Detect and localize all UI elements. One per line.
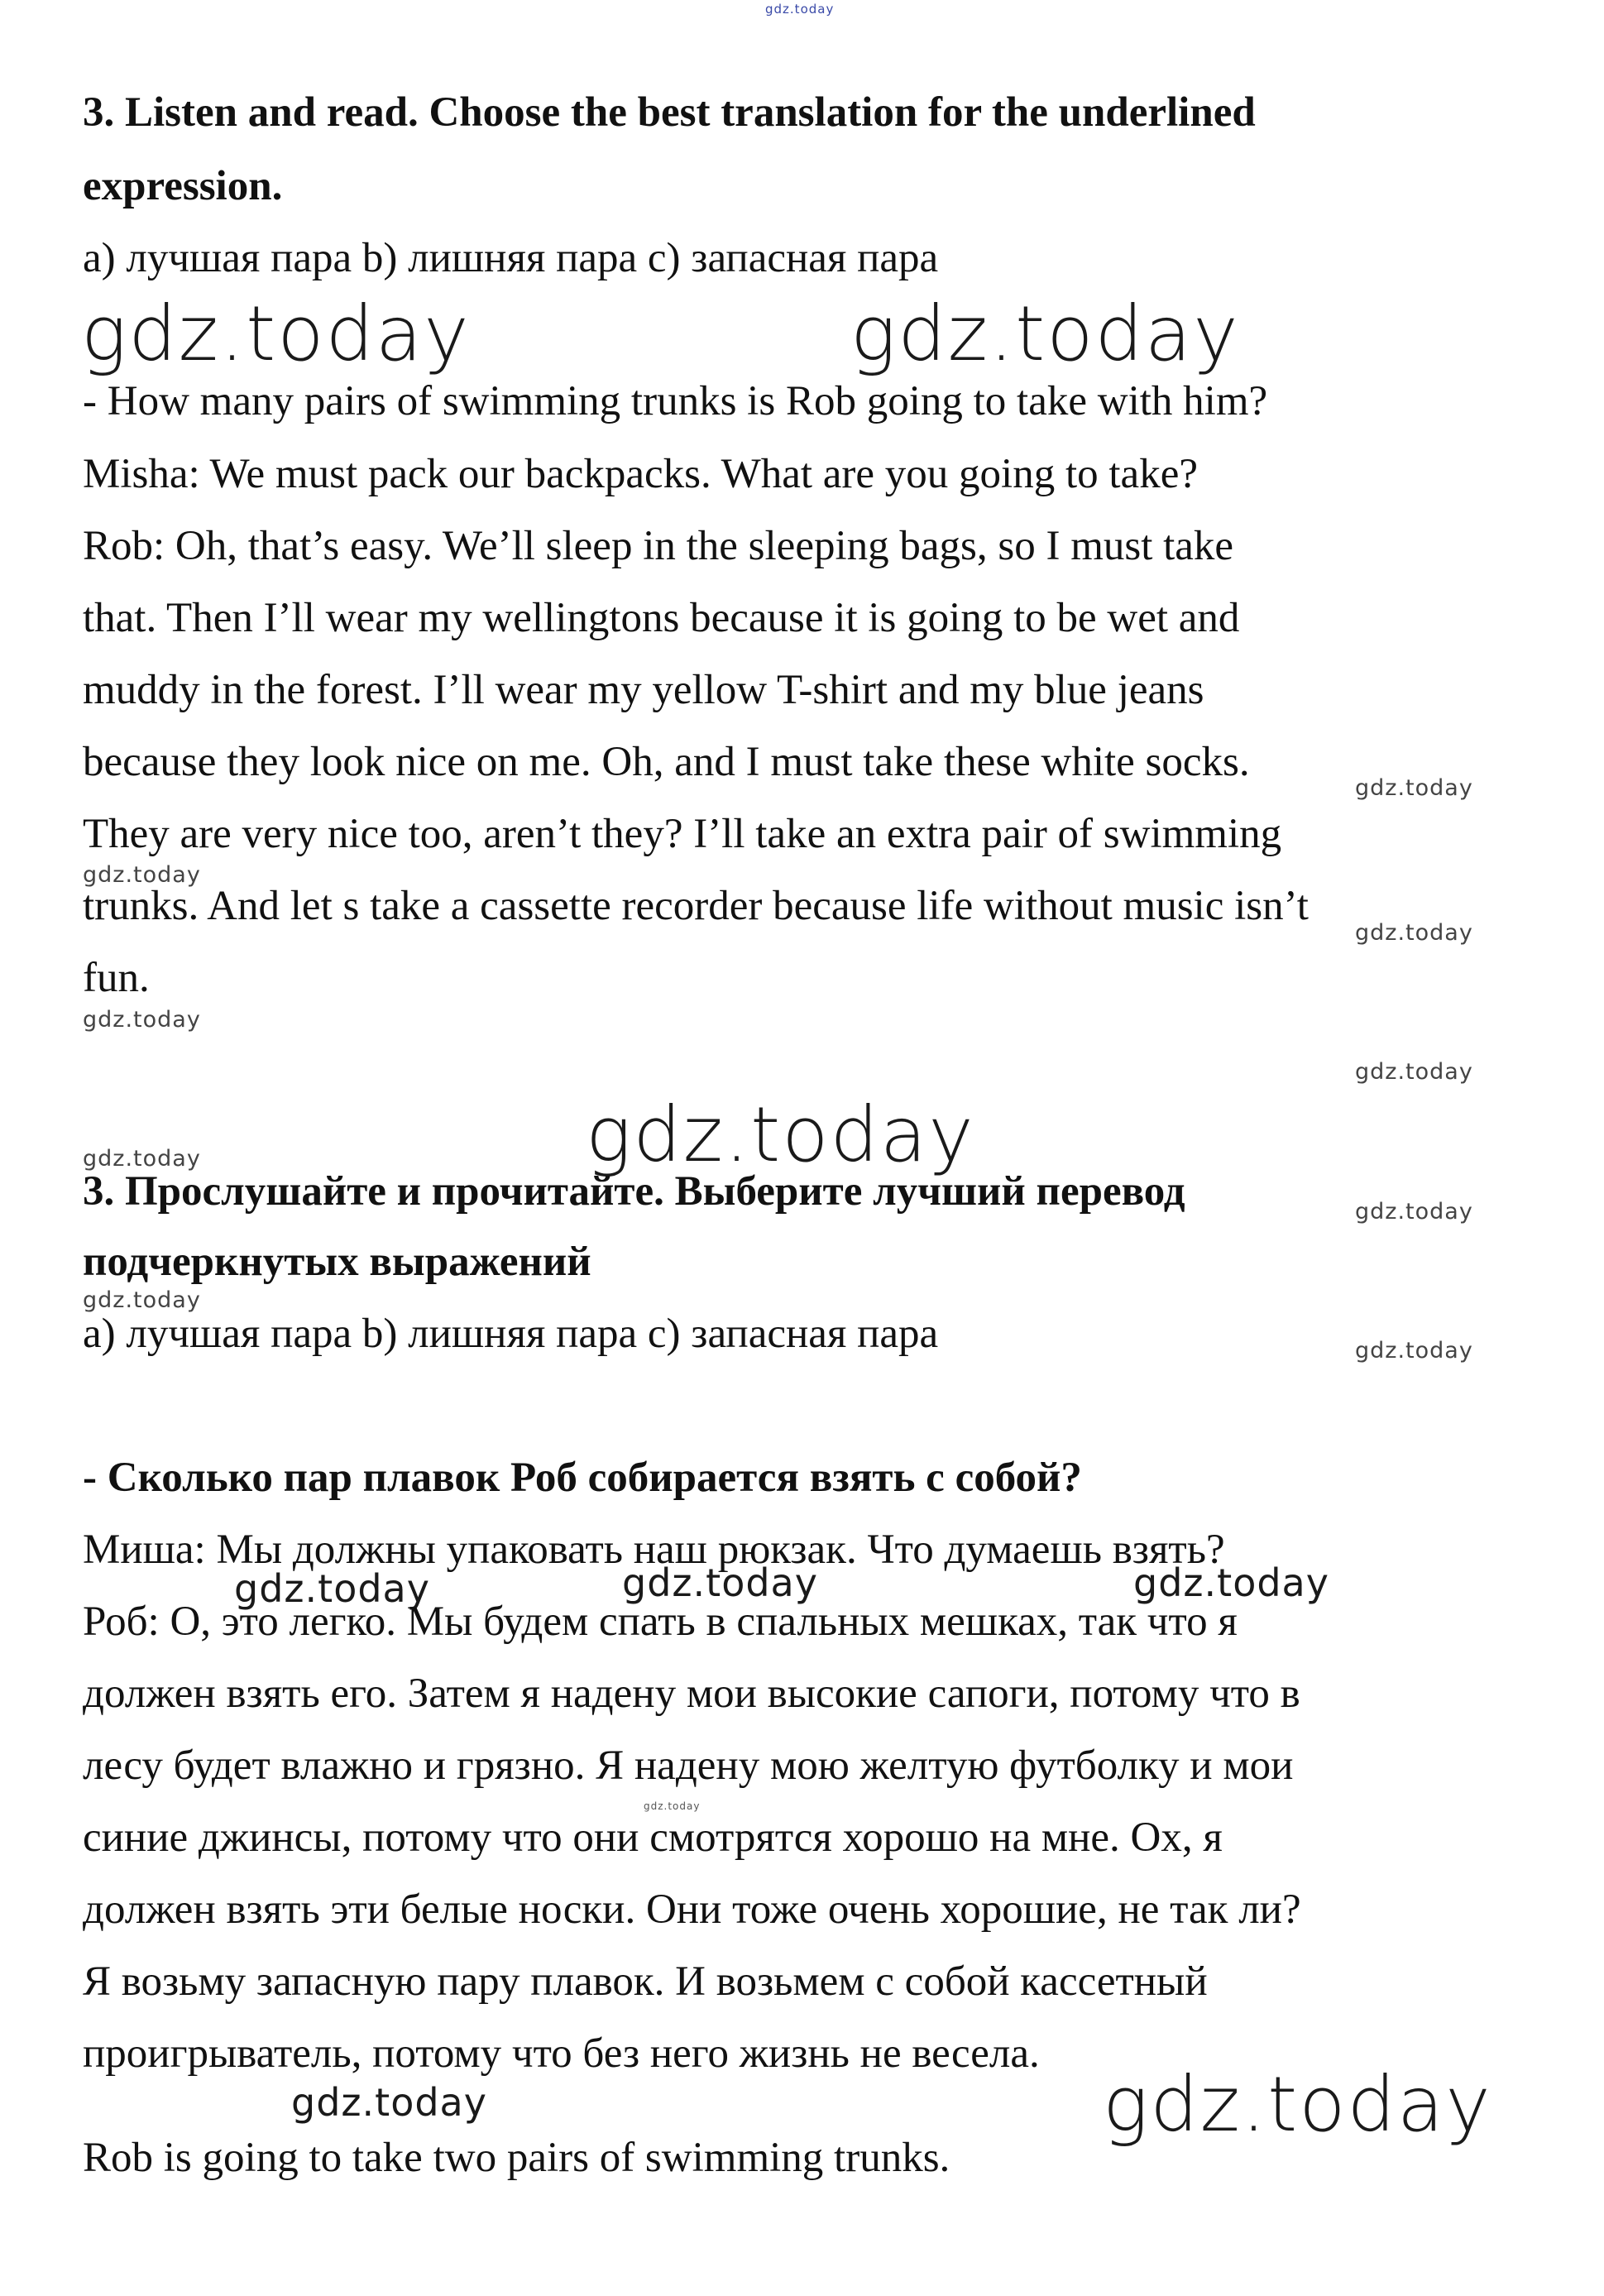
russian-dialogue-line: должен взять его. Затем я надену мои высокие сапоги, потому что в bbox=[83, 1670, 1300, 1717]
russian-dialogue-line: Роб: О, это легко. Мы будем спать в спальных мешках, так что я bbox=[83, 1599, 1238, 1645]
watermark: gdz.today bbox=[83, 1146, 201, 1172]
russian-dialogue-line: должен взять эти белые носки. Они тоже очень хорошие, не так ли? bbox=[83, 1886, 1301, 1933]
english-dialogue-line: Misha: We must pack our backpacks. What are you going to take? bbox=[83, 451, 1198, 497]
watermark: gdz.today bbox=[83, 1287, 201, 1313]
english-heading-line2: expression. bbox=[83, 163, 283, 209]
watermark: gdz.today bbox=[81, 290, 471, 378]
watermark: gdz.today bbox=[765, 2, 835, 17]
russian-dialogue-line: лесу будет влажно и грязно. Я надену мою желтую футболку и мои bbox=[83, 1742, 1294, 1789]
english-question: - How many pairs of swimming trunks is Rob going to take with him? bbox=[83, 378, 1268, 424]
english-dialogue-line: trunks. And let s take a cassette recorder because life without music isn’t bbox=[83, 883, 1309, 929]
english-dialogue-line: Rob: Oh, that’s easy. We’ll sleep in the sleeping bags, so I must take bbox=[83, 523, 1234, 569]
watermark: gdz.today bbox=[586, 1090, 975, 1179]
watermark: gdz.today bbox=[644, 1800, 701, 1812]
english-dialogue-line: They are very nice too, aren’t they? I’ll take an extra pair of swimming bbox=[83, 811, 1282, 857]
english-options: a) лучшая пара b) лишняя пара c) запасная пара bbox=[83, 235, 939, 281]
english-dialogue-line: muddy in the forest. I’ll wear my yellow T-shirt and my blue jeans bbox=[83, 667, 1204, 713]
russian-heading-line2: подчеркнутых выражений bbox=[83, 1239, 591, 1285]
russian-question: - Сколько пар плавок Роб собирается взять с собой? bbox=[83, 1455, 1082, 1501]
watermark: gdz.today bbox=[622, 1560, 818, 1605]
english-heading-line1: 3. Listen and read. Choose the best translation for the underlined bbox=[83, 89, 1256, 136]
answer: Rob is going to take two pairs of swimming trunks. bbox=[83, 2135, 950, 2181]
russian-options: a) лучшая пара b) лишняя пара c) запасная пара bbox=[83, 1311, 939, 1357]
watermark: gdz.today bbox=[1103, 2060, 1492, 2149]
watermark: gdz.today bbox=[1133, 1560, 1329, 1605]
english-dialogue-line: because they look nice on me. Oh, and I must take these white socks. bbox=[83, 739, 1250, 785]
watermark: gdz.today bbox=[83, 1007, 201, 1033]
watermark: gdz.today bbox=[1355, 1059, 1473, 1085]
watermark: gdz.today bbox=[234, 1566, 430, 1611]
watermark: gdz.today bbox=[1355, 920, 1473, 946]
russian-heading-line1: 3. Прослушайте и прочитайте. Выберите лучший перевод bbox=[83, 1168, 1185, 1215]
watermark: gdz.today bbox=[1355, 1338, 1473, 1364]
russian-dialogue-line: Я возьму запасную пару плавок. И возьмем с собой кассетный bbox=[83, 1958, 1208, 2005]
watermark: gdz.today bbox=[291, 2080, 487, 2125]
english-dialogue-line: fun. bbox=[83, 955, 150, 1001]
english-dialogue-line: that. Then I’ll wear my wellingtons because it is going to be wet and bbox=[83, 595, 1240, 641]
russian-dialogue-line: синие джинсы, потому что они смотрятся хорошо на мне. Ох, я bbox=[83, 1814, 1223, 1861]
watermark: gdz.today bbox=[1355, 775, 1473, 801]
watermark: gdz.today bbox=[850, 290, 1240, 378]
russian-dialogue-line: Миша: Мы должны упаковать наш рюкзак. Что думаешь взять? bbox=[83, 1527, 1225, 1573]
watermark: gdz.today bbox=[1355, 1199, 1473, 1225]
watermark: gdz.today bbox=[83, 862, 201, 888]
russian-dialogue-line: проигрыватель, потому что без него жизнь не весела. bbox=[83, 2030, 1040, 2077]
